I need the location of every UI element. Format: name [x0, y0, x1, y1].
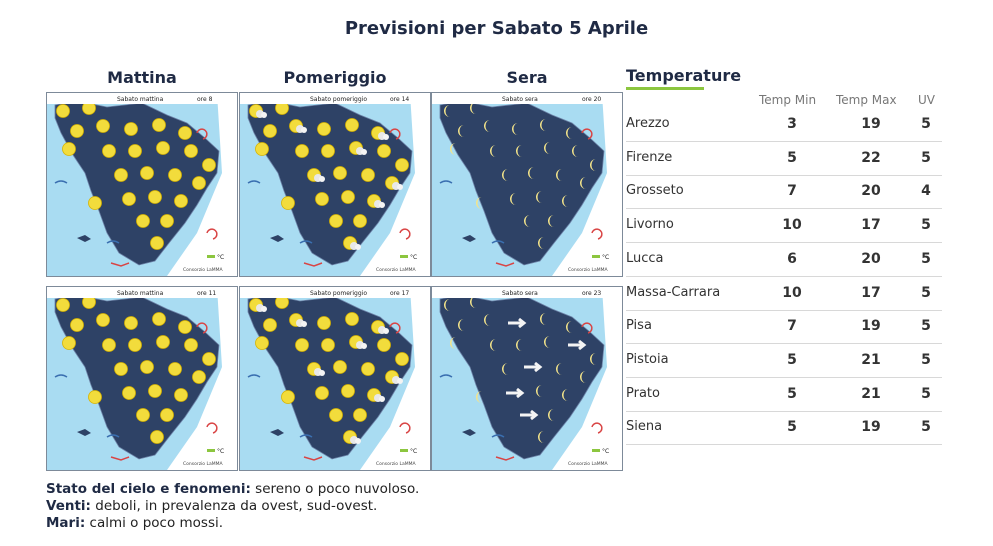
sun-icon: [153, 119, 166, 132]
sun-icon: [141, 361, 154, 374]
city-name: Firenze: [626, 149, 673, 165]
sun-icon: [396, 353, 409, 366]
city-name: Pistoia: [626, 351, 669, 367]
uv-value: 5: [921, 385, 931, 402]
page-title: Previsioni per Sabato 5 Aprile: [344, 18, 649, 39]
temperature-legend-icon: [207, 449, 215, 452]
map-label: Sabato mattina: [117, 96, 164, 103]
sun-icon: [89, 197, 102, 210]
temp-max-value: 19: [861, 318, 881, 335]
sky-note: [46, 481, 419, 498]
sun-icon: [322, 145, 335, 158]
map-credit: Consorzio LaMMA: [376, 268, 416, 273]
tuscany-map: [240, 93, 430, 276]
temperature-row-prato: [626, 378, 942, 412]
tuscany-map: [240, 287, 430, 470]
map-unit: °C: [217, 254, 225, 261]
temperature-legend-icon: [592, 449, 600, 452]
temp-min-value: 5: [787, 351, 797, 368]
sun-icon: [296, 339, 309, 352]
sun-icon: [296, 145, 309, 158]
sun-icon: [149, 191, 162, 204]
sun-icon: [264, 319, 277, 332]
sun-icon: [157, 336, 170, 349]
sun-icon: [256, 143, 269, 156]
city-name: Grosseto: [626, 183, 684, 199]
temperature-row-grosseto: [626, 175, 942, 209]
column-header-evening: Sera: [506, 68, 548, 87]
sun-icon: [346, 119, 359, 132]
sun-icon: [175, 389, 188, 402]
sun-icon: [137, 215, 150, 228]
map-label: Sabato pomeriggio: [310, 290, 368, 297]
sun-icon: [330, 215, 343, 228]
sun-icon: [185, 339, 198, 352]
map-credit: Consorzio LaMMA: [568, 268, 608, 273]
temperature-legend-icon: [207, 255, 215, 258]
tuscany-map: [47, 93, 237, 276]
temp-min-value: 10: [782, 284, 802, 301]
map-hour: ore 23: [582, 290, 602, 297]
sun-icon: [318, 317, 331, 330]
sun-icon: [149, 385, 162, 398]
city-name: Siena: [626, 419, 663, 435]
city-name: Prato: [626, 385, 660, 401]
sky-label: Stato del cielo e fenomeni:: [46, 481, 251, 497]
sun-icon: [378, 145, 391, 158]
sun-icon: [129, 145, 142, 158]
uv-value: 5: [921, 318, 931, 335]
sun-icon: [141, 167, 154, 180]
forecast-notes: [46, 481, 419, 532]
city-name: Massa-Carrara: [626, 284, 721, 300]
sun-icon: [179, 321, 192, 334]
sun-icon: [115, 363, 128, 376]
temp-min-value: 5: [787, 419, 797, 436]
weather-map-morning-early[interactable]: [46, 92, 238, 277]
temp-min-value: 6: [787, 250, 797, 267]
sun-icon: [264, 125, 277, 138]
sun-icon: [282, 197, 295, 210]
sun-icon: [97, 120, 110, 133]
uv-value: 5: [921, 250, 931, 267]
temperature-row-pisa: [626, 310, 942, 344]
sun-icon: [153, 313, 166, 326]
sun-icon: [125, 317, 138, 330]
sun-icon: [63, 143, 76, 156]
temperature-row-lucca: [626, 243, 942, 277]
sun-icon: [378, 339, 391, 352]
header-temp-max: Temp Max: [836, 93, 897, 107]
map-unit: °C: [410, 254, 418, 261]
sun-icon: [57, 299, 70, 312]
sea-value: calmi o poco mossi.: [85, 515, 224, 531]
map-credit: Consorzio LaMMA: [568, 462, 608, 467]
map-credit: Consorzio LaMMA: [376, 462, 416, 467]
temperature-row-siena: [626, 411, 942, 445]
sun-icon: [318, 123, 331, 136]
temp-max-value: 19: [861, 419, 881, 436]
sun-icon: [354, 409, 367, 422]
temperature-row-massa-carrara: [626, 277, 942, 311]
map-hour: ore 14: [390, 96, 410, 103]
sun-icon: [103, 145, 116, 158]
sea-label: Mari:: [46, 515, 86, 531]
sun-icon: [175, 195, 188, 208]
sun-icon: [179, 127, 192, 140]
header-temp-min: Temp Min: [759, 93, 817, 107]
temp-max-value: 17: [861, 284, 881, 301]
weather-map-afternoon-late[interactable]: [239, 286, 431, 471]
uv-value: 5: [921, 419, 931, 436]
sun-icon: [169, 169, 182, 182]
temperature-title: Temperature: [626, 66, 742, 85]
sun-icon: [97, 314, 110, 327]
sun-icon: [334, 167, 347, 180]
city-name: Arezzo: [626, 116, 670, 131]
sun-icon: [151, 237, 164, 250]
temperature-title-underline: [626, 87, 704, 90]
wind-note: [46, 498, 419, 515]
sun-icon: [322, 339, 335, 352]
column-header-morning: Mattina: [107, 68, 177, 87]
tuscany-map: [47, 287, 237, 470]
uv-value: 5: [921, 284, 931, 301]
sea-note: [46, 515, 419, 532]
sun-icon: [334, 361, 347, 374]
map-credit: Consorzio LaMMA: [183, 462, 223, 467]
sun-icon: [103, 339, 116, 352]
map-unit: °C: [602, 254, 610, 261]
temp-max-value: 22: [861, 149, 881, 166]
sun-icon: [362, 363, 375, 376]
uv-value: 5: [921, 149, 931, 166]
uv-value: 5: [921, 217, 931, 234]
map-hour: ore 8: [197, 96, 213, 103]
sun-icon: [193, 371, 206, 384]
temperature-legend-icon: [400, 255, 408, 258]
temp-min-value: 10: [782, 217, 802, 234]
map-hour: ore 17: [390, 290, 410, 297]
map-label: Sabato pomeriggio: [310, 96, 368, 103]
sun-icon: [161, 409, 174, 422]
temperature-row-pistoia: [626, 344, 942, 378]
wind-label: Venti:: [46, 498, 91, 514]
temp-min-value: 5: [787, 149, 797, 166]
city-name: Livorno: [626, 217, 674, 233]
temperature-row-livorno: [626, 209, 942, 243]
sun-icon: [316, 193, 329, 206]
temp-max-value: 20: [861, 183, 881, 200]
map-unit: °C: [602, 448, 610, 455]
weather-map-evening-early[interactable]: [431, 92, 623, 277]
map-label: Sabato sera: [502, 290, 538, 297]
sun-icon: [185, 145, 198, 158]
sky-value: sereno o poco nuvoloso.: [250, 481, 420, 497]
map-unit: °C: [410, 448, 418, 455]
wind-value: deboli, in prevalenza da ovest, sud-ovest.: [90, 498, 378, 514]
sun-icon: [161, 215, 174, 228]
map-label: Sabato mattina: [117, 290, 164, 297]
sun-icon: [203, 159, 216, 172]
weather-map-evening-late[interactable]: [431, 286, 623, 471]
sun-icon: [203, 353, 216, 366]
temperature-legend-icon: [400, 449, 408, 452]
column-header-afternoon: Pomeriggio: [283, 68, 387, 87]
header-uv: UV: [918, 93, 935, 107]
sun-icon: [256, 337, 269, 350]
sun-icon: [151, 431, 164, 444]
sun-icon: [169, 363, 182, 376]
temp-max-value: 17: [861, 217, 881, 234]
sun-icon: [63, 337, 76, 350]
temperature-row-firenze: [626, 142, 942, 176]
uv-value: 5: [921, 351, 931, 368]
tuscany-map: [432, 287, 622, 470]
temperature-legend-icon: [592, 255, 600, 258]
sun-icon: [71, 125, 84, 138]
city-name: Pisa: [626, 318, 652, 334]
temp-max-value: 21: [861, 351, 881, 368]
map-unit: °C: [217, 448, 225, 455]
sun-icon: [123, 193, 136, 206]
sun-icon: [89, 391, 102, 404]
temperature-row-arezzo: [626, 108, 942, 142]
sun-icon: [193, 177, 206, 190]
map-hour: ore 11: [197, 290, 217, 297]
sun-icon: [342, 191, 355, 204]
temp-max-value: 20: [861, 250, 881, 267]
sun-icon: [137, 409, 150, 422]
temp-min-value: 5: [787, 385, 797, 402]
temp-max-value: 19: [861, 116, 881, 132]
sun-icon: [330, 409, 343, 422]
sun-icon: [115, 169, 128, 182]
uv-value: 5: [921, 116, 931, 132]
map-hour: ore 20: [582, 96, 602, 103]
map-label: Sabato sera: [502, 96, 538, 103]
temp-min-value: 3: [787, 116, 797, 132]
temp-min-value: 7: [787, 318, 797, 335]
sun-icon: [125, 123, 138, 136]
sun-icon: [129, 339, 142, 352]
map-credit: Consorzio LaMMA: [183, 268, 223, 273]
tuscany-map: [432, 93, 622, 276]
sun-icon: [396, 159, 409, 172]
sun-icon: [57, 105, 70, 118]
uv-value: 4: [921, 183, 931, 200]
sun-icon: [342, 385, 355, 398]
sun-icon: [346, 313, 359, 326]
sun-icon: [354, 215, 367, 228]
sun-icon: [123, 387, 136, 400]
weather-map-morning-late[interactable]: [46, 286, 238, 471]
sun-icon: [71, 319, 84, 332]
sun-icon: [157, 142, 170, 155]
sun-icon: [362, 169, 375, 182]
sun-icon: [316, 387, 329, 400]
temp-max-value: 21: [861, 385, 881, 402]
weather-map-afternoon-early[interactable]: [239, 92, 431, 277]
sun-icon: [282, 391, 295, 404]
city-name: Lucca: [626, 250, 664, 266]
temp-min-value: 7: [787, 183, 797, 200]
